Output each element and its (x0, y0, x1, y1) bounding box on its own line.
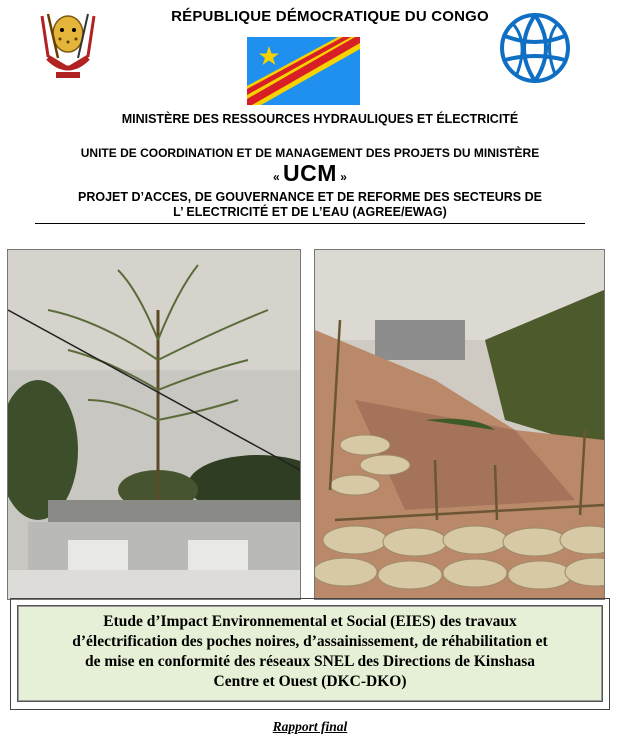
project-title-line1: PROJET D’ACCES, DE GOUVERNANCE ET DE REFORME DES SECTEURS DE (78, 190, 542, 204)
report-label: Rapport final (272, 719, 348, 734)
world-bank-globe-icon (499, 12, 571, 84)
project-title (30, 190, 590, 220)
study-title-line4: Centre et Ouest (DKC-DKO) (213, 673, 407, 690)
coordination-unit-title: UNITE DE COORDINATION ET DE MANAGEMENT DES PROJETS DU MINISTÈRE (80, 146, 540, 160)
study-title-line1: Etude d’Impact Environnemental et Social (EIES) des travaux (103, 613, 517, 630)
bamboo-tree-photo (7, 249, 301, 600)
drc-coat-of-arms-icon (28, 6, 108, 86)
ucm-close-quote: » (340, 170, 347, 184)
study-title-line2: d’électrification des poches noires, d’assainissement, de réhabilitation et (72, 633, 548, 650)
ucm-acronym (180, 160, 440, 187)
study-title-box (17, 605, 603, 702)
country-title: RÉPUBLIQUE DÉMOCRATIQUE DU CONGO (171, 8, 489, 25)
study-title (18, 606, 602, 692)
drc-flag-icon (247, 37, 360, 105)
ucm-open-quote: « (273, 170, 280, 184)
header-divider (35, 223, 585, 224)
study-title-line3: de mise en conformité des réseaux SNEL des Directions de Kinshasa (84, 653, 536, 670)
project-title-line2: L’ ELECTRICITÉ ET DE L’EAU (AGREE/EWAG) (173, 205, 447, 219)
ministry-title: MINISTÈRE DES RESSOURCES HYDRAULIQUES ET ÉLECTRICITÉ (121, 112, 519, 126)
sandbag-erosion-site-photo (314, 249, 605, 600)
ucm-label: UCM (283, 160, 337, 186)
